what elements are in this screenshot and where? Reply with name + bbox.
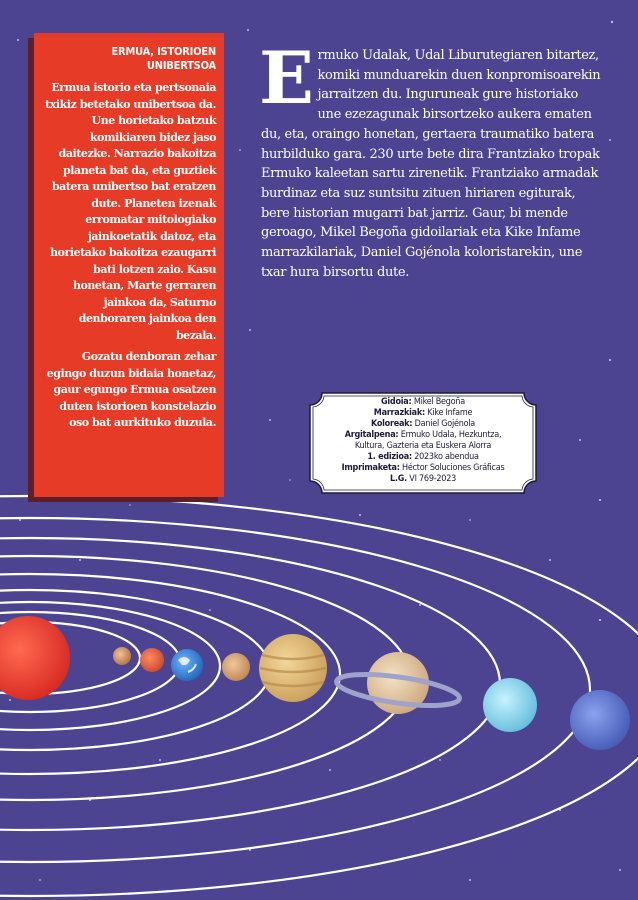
credit-printing: Imprimaketa: Héctor Soluciones Gráficas bbox=[341, 463, 505, 473]
sidebar-paragraph-1: Ermua istorio eta pertsonaia txikiz betetako unibertsoa da. Une horietako batzuk komikiaren bidez jaso daitezke. Narrazio bakoitza planeta bat da, eta guztiek batera unibertso bat eratzen dute. Planeten izenak erromatar mitologiako jainkoetatik datoz, eta horietako bakoitza ezaugarri bati lotzen zaio. Kasu honetan, Marte gerraren jainkoa da, Saturno denboraren jainkoa den bezala. bbox=[45, 81, 216, 342]
credit-publisher: Argitalpena: Ermuko Udala, Hezkuntza, bbox=[344, 430, 502, 440]
credit-edition: 1. edizioa: 2023ko abendua bbox=[367, 452, 479, 462]
credit-publisher-cont: Kultura, Gazteria eta Euskera Alorra bbox=[354, 441, 492, 451]
intro-text bbox=[259, 35, 601, 282]
sidebar-box bbox=[34, 33, 224, 497]
credit-drawings: Marrazkiak: Kike Infame bbox=[373, 408, 473, 418]
credit-legal: L.G. VI 769-2023 bbox=[389, 474, 457, 484]
credits-text bbox=[308, 397, 538, 485]
sidebar-title: ERMUA, ISTORIOEN UNIBERTSOA bbox=[111, 45, 216, 72]
credit-script: Gidoia: Mikel Begoña bbox=[381, 397, 465, 407]
credits-plaque bbox=[308, 391, 538, 495]
sidebar-paragraph-2: Gozatu denboran zehar egingo duzun bidaia honetaz, gaur egungo Ermua osatzen duten istorioen konstelazio oso bat aurkituko duzula. bbox=[46, 350, 216, 429]
credit-colors: Koloreak: Daniel Gojénola bbox=[370, 419, 476, 429]
intro-body: rmuko Udalak, Udal Liburutegiaren bitartez, komiki munduarekin duen konpromisoarekin jarraitzen du. Inguruneak gure historiako une ezezagunak birsortzeko aukera ematen du, eta, oraingo honetan, gertaera traumatiko batera hurbilduko gara. 230 urte bete dira Frantziako tropak Ermuko kaleetan sartu zirenetik. Frantziako armadak burdinaz eta suz suntsitu zituen hiriaren egiturak, bere historian mugarri bat jarriz. Gaur, bi mende geroago, Mikel Begoña gidoilariak eta Kike Infame marrazkilariak, Daniel Gojénola koloristarekin, une txar hura birsortu dute. bbox=[261, 48, 601, 280]
drop-cap: E bbox=[259, 35, 314, 120]
